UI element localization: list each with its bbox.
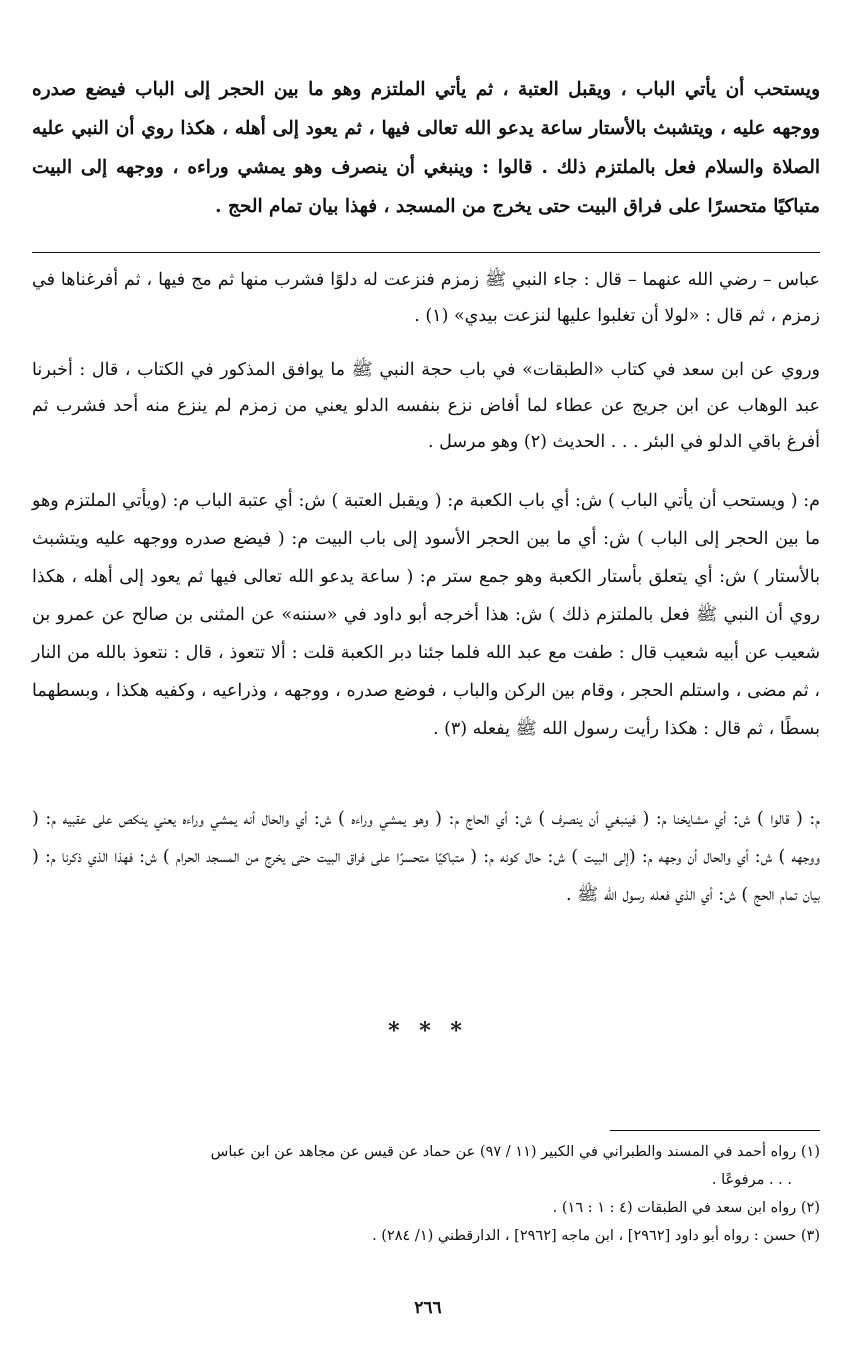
footnote-2: (٢) رواه ابن سعد في الطبقات (٤ : ١ : ١٦) . — [552, 1200, 820, 1216]
footnote-divider — [610, 1130, 820, 1131]
ibn-saad-text: وروي عن ابن سعد في كتاب «الطبقات» في باب حجة النبي ﷺ ما يوافق المذكور في الكتاب ، قال : أخبرنا عبد الوهاب عن ابن جريج عن عطاء لما أفاض نزع بنفسه الدلو يعني من زمزم لم ينزع منه أحد فشرب ثم أفرغ باقي الدلو في البئر . . . الحديث (٢) وهو مرسل . — [32, 360, 820, 452]
section-separator: * * * — [388, 1018, 468, 1044]
commentary-paragraph-1 — [32, 482, 820, 748]
main-text-divider — [32, 252, 820, 253]
commentary-text-1: م: ( ويستحب أن يأتي الباب ) ش: أي باب الكعبة م: ( ويقبل العتبة ) ش: أي عتبة الباب م: (ويأتي الملتزم وهو ما بين الحجر إلى الباب ) ش: أي ما بين الحجر الأسود إلى باب البيت م: ( فيضع صدره ووجهه عليه ويتشبث بالأستار ) ش: أي يتعلق بأستار الكعبة وهو جمع ستر م: ( ساعة يدعو الله تعالى فيها ثم يعود إلى أهله ، هكذا روي أن النبي ﷺ فعل بالملتزم ذلك ) ش: هذا أخرجه أبو داود في «سننه» عن المثنى بن صالح عن عمرو بن شعيب عن أبيه شعيب قال : طفت مع عبد الله فلما جئنا دبر الكعبة قلت : ألا تتعوذ ، قال : نتعوذ بالله من النار ، ثم مضى ، واستلم الحجر ، وقام بين الركن والباب ، فوضع صدره ، ووجهه ، وذراعيه ، وكفيه هكذا ، وبسطهما بسطًا ، ثم قال : هكذا رأيت رسول الله ﷺ يفعله (٣) . — [32, 491, 820, 739]
commentary-paragraph-2 — [32, 800, 820, 914]
footnote-3: (٣) حسن : رواه أبو داود [٢٩٦٢] ، ابن ماجه [٢٩٦٢] ، الدارقطني (١/ ٢٨٤) . — [372, 1228, 820, 1244]
main-text — [32, 70, 820, 226]
ibn-saad-paragraph — [32, 352, 820, 460]
hadith-paragraph — [32, 262, 820, 334]
commentary-text-2: م: ( قالوا ) ش: أي مشايخنا م: ( فينبغي أن ينصرف ) ش: أي الحاج م: ( وهو يمشي وراءه ) ش: أي والحال أنه يمشي وراءه يعني ينكص على عقبيه م: ( ووجهه ) ش: أي والحال أن وجهه م: (إلى البيت ) ش: حال كونه م: ( متباكيًا متحسرًا على فراق البيت حتى يخرج من المسجد الحرام ) ش: فهذا الذي ذكرنا م: ( بيان تمام الحج ) ش: أي الذي فعله رسول الله ﷺ . — [32, 809, 820, 905]
main-paragraph: ويستحب أن يأتي الباب ، ويقبل العتبة ، ثم يأتي الملتزم وهو ما بين الحجر إلى الباب فيضع صدره ووجهه عليه ، ويتشبث بالأستار ساعة يدعو الله تعالى فيها ، ثم يعود إلى أهله ، هكذا روي أن النبي عليه الصلاة والسلام فعل بالملتزم ذلك . قالوا : وينبغي أن ينصرف وهو يمشي وراءه ، ووجهه إلى البيت متباكيًا متحسرًا على فراق البيت حتى يخرج من المسجد ، فهذا بيان تمام الحج . — [32, 79, 820, 217]
footnote-1-continuation: . . . مرفوعًا . — [711, 1172, 792, 1188]
page-number: ٢٦٦ — [414, 1298, 442, 1318]
hadith-text: عباس – رضي الله عنهما – قال : جاء النبي ﷺ زمزم فنزعت له دلوًا فشرب منها ثم مج فيها ، ثم أفرغناها في زمزم ، ثم قال : «لولا أن تغلبوا عليها لنزعت بيدي» (١) . — [32, 270, 820, 326]
footnotes — [32, 1138, 820, 1250]
footnote-1: (١) رواه أحمد في المسند والطبراني في الكبير (١١ / ٩٧) عن حماد عن قيس عن مجاهد عن ابن عباس — [210, 1144, 820, 1160]
